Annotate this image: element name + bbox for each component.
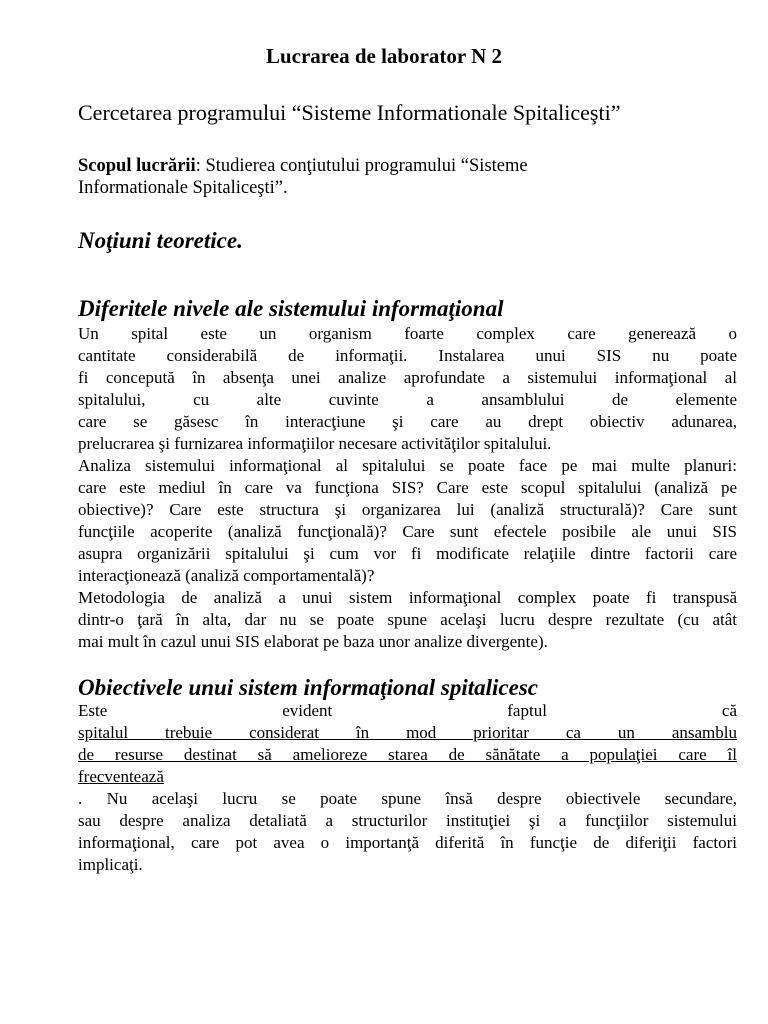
paragraph-line: care se găsesc în interacţiune şi care au drept obiectiv adunarea, — [78, 412, 737, 431]
paragraph-line: care este mediul în care va funcţiona SIS? Care este scopul spitalului (analiză pe — [78, 478, 737, 497]
text-run: . Nu acelaşi lucru se poate spune însă despre obiectivele secundare, — [78, 789, 737, 808]
underlined-text: spitalul trebuie considerat în mod prioritar ca un ansamblu — [78, 723, 737, 742]
paragraph-line — [78, 700, 737, 744]
paragraph-line: Metodologia de analiză a unui sistem informaţional complex poate fi transpusă — [78, 588, 737, 607]
goal-label: Scopul lucrării — [78, 156, 196, 176]
paragraph-line: interacţionează (analiză comportamentală)? — [78, 566, 375, 585]
paragraph-line — [78, 766, 737, 810]
paragraph-2 — [78, 455, 737, 587]
document-title: Lucrarea de laborator N 2 — [265, 44, 503, 68]
paragraph-line: informaţional, care pot avea o importanţă diferită în funcţie de diferiţii factori — [78, 833, 737, 852]
paragraph-4 — [78, 700, 737, 876]
paragraph-line: Un spital este un organism foarte complex care generează o — [78, 324, 737, 343]
paragraph-line: implicaţi. — [78, 855, 143, 874]
document-subtitle: Cercetarea programului “Sisteme Informationale Spitaliceşti” — [78, 100, 621, 125]
heading-levels: Diferitele nivele ale sistemului informaţional — [78, 296, 504, 321]
underlined-text: de resurse destinat să amelioreze starea de sănătate a populaţiei care îl — [78, 745, 737, 764]
paragraph-3 — [78, 587, 737, 653]
paragraph-line: dintr-o ţară în alta, dar nu se poate spune acelaşi lucru despre rezultate (cu atât — [78, 610, 737, 629]
paragraph-line: asupra organizării spitalului şi cum vor fi modificate relaţiile dintre factorii care — [78, 544, 737, 563]
paragraph-1 — [78, 323, 737, 455]
goal-statement — [78, 155, 678, 199]
paragraph-line: sau despre analiza detaliată a structurilor instituţiei şi a funcţiilor sistemului — [78, 811, 737, 830]
paragraph-line: prelucrarea şi furnizarea informaţiilor necesare activităţilor spitalului. — [78, 434, 552, 453]
paragraph-line: funcţiile acoperite (analiză funcţională)? Care sunt efectele posibile ale unui SIS — [78, 522, 737, 541]
heading-theory: Noţiuni teoretice. — [78, 228, 243, 253]
underlined-text: frecventează — [78, 767, 164, 786]
text-run: Este evident faptul că — [78, 701, 737, 720]
paragraph-line: mai mult în cazul unui SIS elaborat pe baza unor analize divergente). — [78, 632, 548, 651]
paragraph-line: cantitate considerabilă de informaţii. Instalarea unui SIS nu poate — [78, 346, 737, 365]
goal-text-line2: Informationale Spitaliceşti”. — [78, 178, 288, 198]
paragraph-line: obiective)? Care este structura şi organizarea lui (analiză structurală)? Care sunt — [78, 500, 737, 519]
paragraph-line: Analiza sistemului informaţional al spitalului se poate face pe mai multe planuri: — [78, 456, 737, 475]
goal-text-line1: : Studierea conţiutului programului “Sisteme — [195, 156, 528, 176]
paragraph-line: fi concepută în absenţa unei analize aprofundate a sistemului informaţional al — [78, 368, 737, 387]
paragraph-line: spitalului, cu alte cuvinte a ansamblului de elemente — [78, 390, 737, 409]
heading-objectives: Obiectivele unui sistem informaţional spitalicesc — [78, 675, 538, 700]
